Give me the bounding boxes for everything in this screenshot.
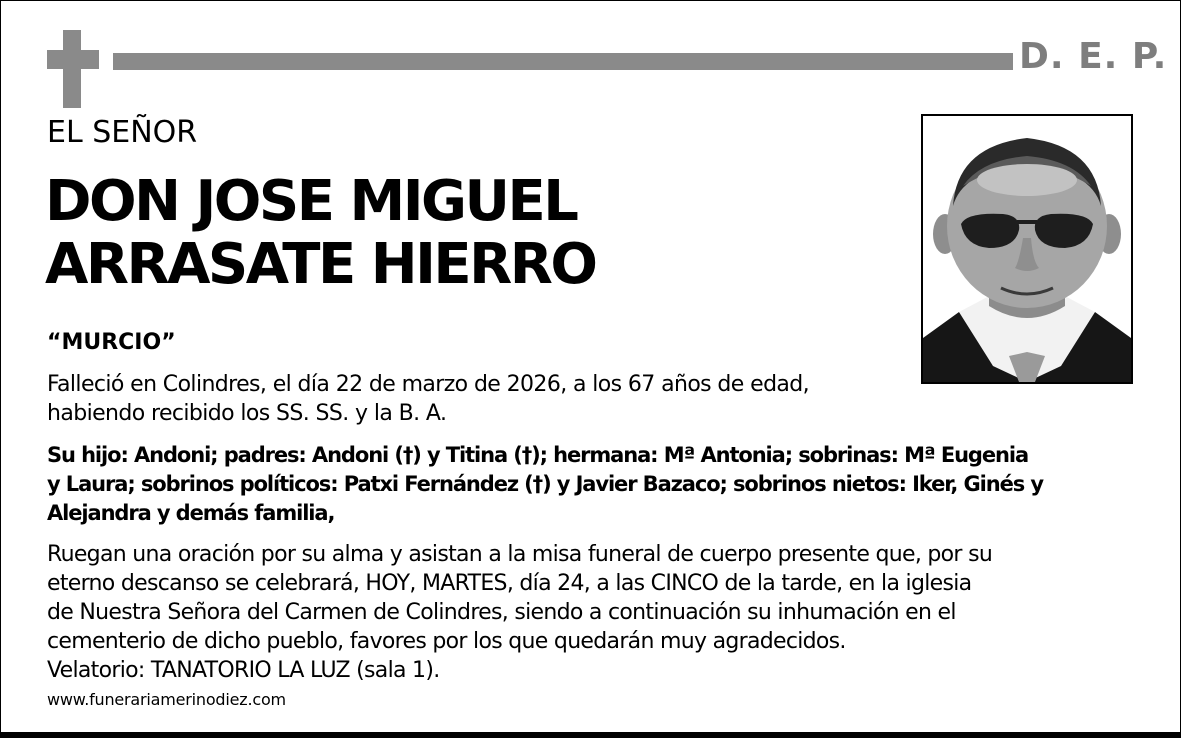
deceased-name-line: DON JOSE MIGUEL <box>45 169 577 234</box>
family-list-line: y Laura; sobrinos políticos: Patxi Fernández (†) y Javier Bazaco; sobrinos nietos: Iker, Ginés y <box>47 472 1043 496</box>
death-notice <box>47 370 927 428</box>
funeral-details-line: cementerio de dicho pueblo, favores por los que quedarán muy agradecidos. <box>47 629 846 654</box>
funeral-home-website[interactable]: www.funerariamerinodiez.com <box>47 690 286 709</box>
funeral-details <box>47 540 1127 685</box>
deceased-name <box>45 170 596 296</box>
dep-label: D. E. P. <box>1019 36 1168 77</box>
funeral-details-line: eterno descanso se celebrará, HOY, MARTES, día 24, a las CINCO de la tarde, en la iglesia <box>47 571 972 596</box>
family-list <box>47 441 1127 528</box>
latin-cross-icon-bar <box>47 50 99 69</box>
death-notice-line: Falleció en Colindres, el día 22 de marzo de 2026, a los 67 años de edad, <box>47 372 810 397</box>
header-rule <box>113 53 1013 70</box>
family-list-line: Su hijo: Andoni; padres: Andoni (†) y Titina (†); hermana: Mª Antonia; sobrinas: Mª Eugenia <box>47 443 1029 467</box>
nickname: “MURCIO” <box>47 330 176 355</box>
honorific: EL SEÑOR <box>47 115 198 150</box>
family-list-line: Alejandra y demás familia, <box>47 501 335 525</box>
portrait-photo <box>921 114 1133 384</box>
funeral-details-line: Ruegan una oración por su alma y asistan a la misa funeral de cuerpo presente que, por su <box>47 542 993 567</box>
death-notice-line: habiendo recibido los SS. SS. y la B. A. <box>47 401 447 426</box>
deceased-name-line: ARRASATE HIERRO <box>45 232 596 297</box>
wake-location-line: Velatorio: TANATORIO LA LUZ (sala 1). <box>47 658 440 683</box>
latin-cross-icon <box>63 30 81 108</box>
portrait-illustration <box>923 116 1131 382</box>
funeral-details-line: de Nuestra Señora del Carmen de Colindres, siendo a continuación su inhumación en el <box>47 600 956 625</box>
